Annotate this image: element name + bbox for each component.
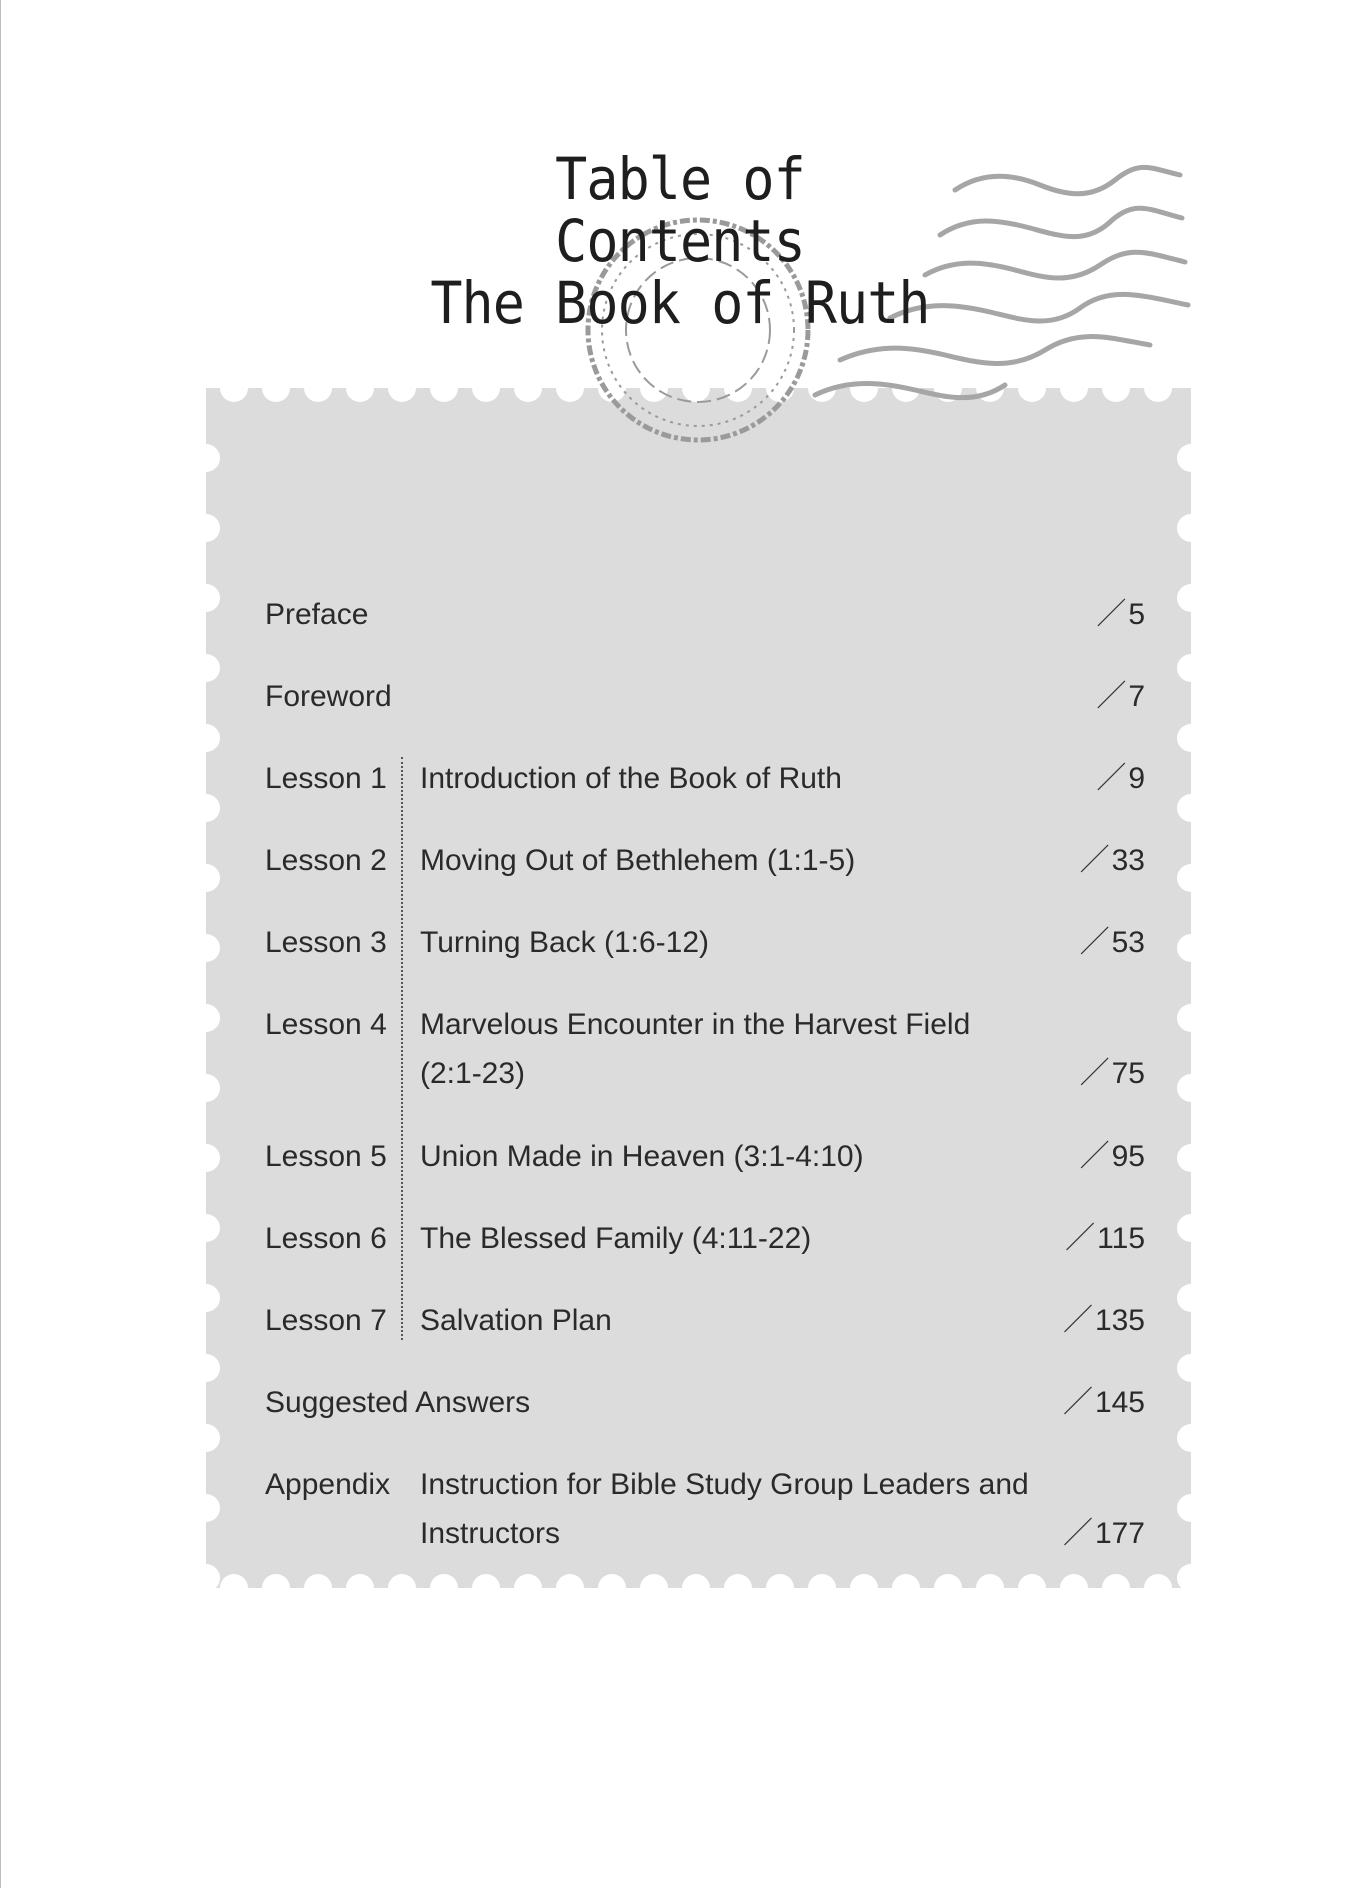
toc-page-number	[1080, 918, 1145, 967]
toc-page-value: 33	[1111, 844, 1145, 877]
toc-title: Introduction of the Book of Ruth	[420, 762, 842, 795]
page-title: Table of Contents	[555, 145, 805, 275]
toc-title: Marvelous Encounter in the Harvest Field (2:1-23)	[420, 1008, 971, 1090]
toc-label: Lesson 5	[265, 1140, 387, 1173]
toc-label: Lesson 7	[265, 1304, 387, 1337]
toc-page-value: 75	[1111, 1057, 1145, 1090]
toc-title: Turning Back (1:6-12)	[420, 926, 710, 959]
toc-title: Instruction for Bible Study Group Leaders and Instructors	[420, 1468, 1029, 1550]
toc-page-number	[1065, 1214, 1145, 1263]
toc-row-lesson-4[interactable]	[265, 1000, 1145, 1132]
toc-row-lesson-6[interactable]	[265, 1214, 1145, 1296]
toc-label: Lesson 1	[265, 762, 387, 795]
page-marker: ／	[1079, 1057, 1110, 1090]
toc-label: Suggested Answers	[265, 1386, 531, 1419]
page-marker: ／	[1062, 1304, 1093, 1337]
toc-page-value: 53	[1111, 926, 1145, 959]
page-marker: ／	[1096, 598, 1127, 631]
toc-row-lesson-3[interactable]	[265, 918, 1145, 1000]
toc-page-value: 7	[1128, 680, 1145, 713]
toc-label: Lesson 6	[265, 1222, 387, 1255]
toc-title: Union Made in Heaven (3:1-4:10)	[420, 1140, 864, 1173]
page-marker: ／	[1079, 926, 1110, 959]
page-marker: ／	[1065, 1222, 1096, 1255]
toc-page-value: 95	[1111, 1140, 1145, 1173]
toc-page-number	[1063, 1296, 1145, 1345]
toc-page-number	[1096, 590, 1145, 639]
page-subtitle: The Book of Ruth	[430, 269, 930, 337]
toc-page-number	[1080, 1049, 1145, 1098]
toc-page-number	[1080, 836, 1145, 885]
toc-page-value: 5	[1128, 598, 1145, 631]
toc-row-preface[interactable]	[265, 590, 1145, 672]
toc-label: Lesson 2	[265, 844, 387, 877]
toc-label: Lesson 3	[265, 926, 387, 959]
toc-label: Appendix	[265, 1468, 391, 1501]
toc-page-number	[1096, 672, 1145, 721]
toc-row-foreword[interactable]	[265, 672, 1145, 754]
toc-row-appendix[interactable]	[265, 1460, 1145, 1592]
title-block	[400, 145, 960, 337]
toc-page-value: 115	[1097, 1222, 1145, 1255]
page-marker: ／	[1079, 1140, 1110, 1173]
toc-row-lesson-5[interactable]	[265, 1132, 1145, 1214]
page-marker: ／	[1096, 680, 1127, 713]
page-marker: ／	[1062, 1386, 1093, 1419]
toc-page-number	[1080, 1132, 1145, 1181]
page-marker: ／	[1096, 762, 1127, 795]
toc-row-lesson-1[interactable]	[265, 754, 1145, 836]
toc-page-value: 135	[1094, 1304, 1145, 1337]
toc-title: Salvation Plan	[420, 1304, 612, 1337]
page-marker: ／	[1079, 844, 1110, 877]
toc-row-lesson-7[interactable]	[265, 1296, 1145, 1378]
table-of-contents	[265, 590, 1145, 1592]
page-marker: ／	[1062, 1517, 1093, 1550]
toc-page-number	[1063, 1509, 1145, 1558]
toc-title: The Blessed Family (4:11-22)	[420, 1222, 812, 1255]
toc-label: Foreword	[265, 680, 392, 713]
toc-title: Moving Out of Bethlehem (1:1-5)	[420, 844, 856, 877]
toc-page-number	[1096, 754, 1145, 803]
toc-row-suggested-answers[interactable]	[265, 1378, 1145, 1460]
toc-page-value: 177	[1094, 1517, 1145, 1550]
toc-row-lesson-2[interactable]	[265, 836, 1145, 918]
toc-page-value: 145	[1094, 1386, 1145, 1419]
toc-page-value: 9	[1128, 762, 1145, 795]
toc-page-number	[1063, 1378, 1145, 1427]
toc-label: Lesson 4	[265, 1008, 387, 1041]
toc-label: Preface	[265, 598, 369, 631]
